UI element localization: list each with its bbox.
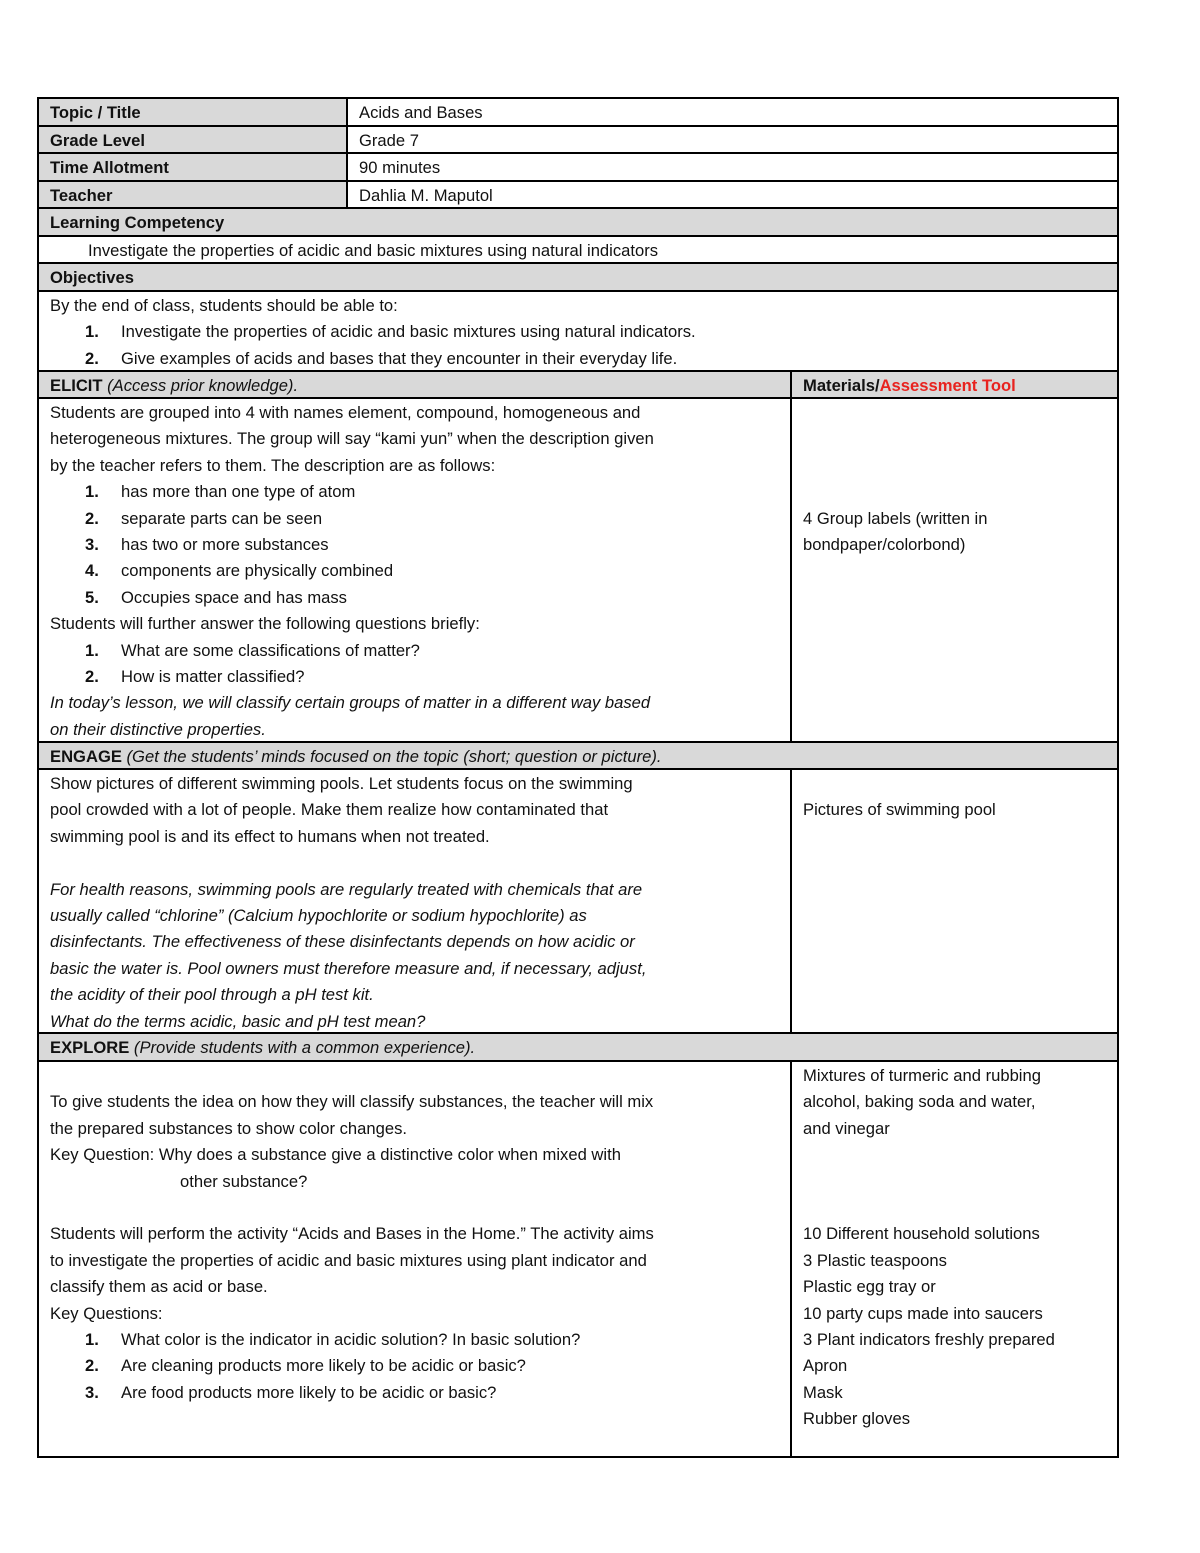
text-line: on their distinctive properties. — [50, 719, 266, 739]
list-item: 2. separate parts can be seen — [85, 508, 323, 528]
text-line: by the teacher refers to them. The description are as follows: — [50, 455, 496, 475]
objectives-body — [37, 290, 1119, 372]
material-line: Mixtures of turmeric and rubbing — [803, 1066, 1041, 1085]
value-grade — [346, 125, 1119, 154]
item-text: Are food products more likely to be acidic or basic? — [121, 1382, 497, 1402]
material-line: bondpaper/colorbond) — [803, 534, 966, 554]
competency-heading — [37, 207, 1119, 237]
materials-heading — [790, 370, 1119, 399]
elicit-body — [37, 397, 792, 743]
heading-sub: (Access prior knowledge). — [102, 376, 299, 395]
label-text: Time Allotment — [50, 158, 169, 177]
label-topic — [37, 97, 348, 127]
value-teacher — [346, 180, 1119, 209]
objectives-heading — [37, 262, 1119, 292]
elicit-heading — [37, 370, 792, 399]
objective-item: 1. Investigate the properties of acidic and basic mixtures using natural indicators. — [85, 322, 696, 342]
material-line: 10 party cups made into saucers — [803, 1303, 1043, 1323]
explore-body — [37, 1060, 792, 1458]
item-text: has more than one type of atom — [121, 482, 356, 502]
text-line: the acidity of their pool through a pH test kit. — [50, 985, 374, 1005]
list-item: 3. has two or more substances — [85, 534, 329, 554]
text-line: other substance? — [180, 1171, 308, 1191]
item-text: has two or more substances — [121, 534, 329, 554]
text-line: Students are grouped into 4 with names element, compound, homogeneous and — [50, 403, 641, 422]
value-text: Dahlia M. Maputol — [359, 186, 493, 205]
heading-title: EXPLORE — [50, 1038, 130, 1057]
item-text: Occupies space and has mass — [121, 587, 347, 607]
material-line: 3 Plastic teaspoons — [803, 1250, 947, 1270]
material-line: alcohol, baking soda and water, — [803, 1092, 1036, 1112]
item-text: Investigate the properties of acidic and basic mixtures using natural indicators. — [121, 322, 696, 342]
material-line: Apron — [803, 1356, 848, 1376]
text-line: What do the terms acidic, basic and pH test mean? — [50, 1011, 426, 1031]
list-item: 4. components are physically combined — [85, 561, 394, 581]
text-line: Show pictures of different swimming pools. Let students focus on the swimming — [50, 774, 633, 793]
list-item: 1. has more than one type of atom — [85, 482, 356, 502]
material-line: 3 Plant indicators freshly prepared — [803, 1329, 1055, 1349]
label-text: Teacher — [50, 186, 113, 205]
competency-body — [37, 235, 1119, 264]
text-line: Students will further answer the following questions briefly: — [50, 614, 480, 634]
item-text: components are physically combined — [121, 561, 394, 581]
competency-text: Investigate the properties of acidic and basic mixtures using natural indicators — [88, 241, 659, 260]
text-line: For health reasons, swimming pools are regularly treated with chemicals that are — [50, 879, 643, 899]
text-line: disinfectants. The effectiveness of these disinfectants depends on how acidic or — [50, 932, 635, 952]
material-line: 10 Different household solutions — [803, 1224, 1040, 1244]
value-text: 90 minutes — [359, 158, 441, 177]
assessment-label: Assessment Tool — [879, 376, 1016, 395]
list-item: 1. What are some classifications of matter? — [85, 640, 420, 660]
text-line: pool crowded with a lot of people. Make them realize how contaminated that — [50, 800, 609, 820]
material-line: Mask — [803, 1382, 843, 1402]
text-line: to investigate the properties of acidic and basic mixtures using plant indicator and — [50, 1250, 647, 1270]
item-text: Are cleaning products more likely to be acidic or basic? — [121, 1356, 526, 1376]
text-line: classify them as acid or base. — [50, 1277, 268, 1297]
label-teacher — [37, 180, 348, 209]
label-time — [37, 152, 348, 182]
heading-title: ENGAGE — [50, 747, 122, 766]
text-line: Key Questions: — [50, 1303, 163, 1323]
heading-text: Learning Competency — [50, 213, 225, 232]
item-text: What are some classifications of matter? — [121, 640, 420, 660]
text-line: heterogeneous mixtures. The group will say “kami yun” when the description given — [50, 429, 654, 449]
label-text: Grade Level — [50, 131, 146, 150]
materials-label: Materials/ — [803, 376, 880, 395]
material-line: 4 Group labels (written in — [803, 508, 988, 528]
list-item: 1. What color is the indicator in acidic solution? In basic solution? — [85, 1329, 581, 1349]
item-text: How is matter classified? — [121, 666, 305, 686]
value-topic — [346, 97, 1119, 127]
text-line: To give students the idea on how they will classify substances, the teacher will mix — [50, 1092, 654, 1112]
list-item: 3. Are food products more likely to be acidic or basic? — [85, 1382, 497, 1402]
material-line: Pictures of swimming pool — [803, 800, 996, 820]
material-line: and vinegar — [803, 1118, 890, 1138]
text-line: swimming pool is and its effect to humans when not treated. — [50, 826, 490, 846]
item-text: What color is the indicator in acidic solution? In basic solution? — [121, 1329, 581, 1349]
engage-body — [37, 768, 792, 1034]
item-text: separate parts can be seen — [121, 508, 323, 528]
text-line: Key Question: Why does a substance give a distinctive color when mixed with — [50, 1145, 621, 1165]
material-line: Rubber gloves — [803, 1409, 911, 1429]
heading-title: ELICIT — [50, 376, 103, 395]
heading-sub: (Provide students with a common experience). — [129, 1038, 476, 1057]
list-item: 2. How is matter classified? — [85, 666, 305, 686]
label-text: Topic / Title — [50, 103, 141, 122]
label-grade — [37, 125, 348, 154]
text-line: Students will perform the activity “Acids and Bases in the Home.” The activity aims — [50, 1224, 654, 1244]
value-time — [346, 152, 1119, 182]
item-text: Give examples of acids and bases that they encounter in their everyday life. — [121, 348, 678, 368]
text-line: the prepared substances to show color changes. — [50, 1118, 407, 1138]
list-item: 5. Occupies space and has mass — [85, 587, 347, 607]
material-line: Plastic egg tray or — [803, 1277, 936, 1297]
text-line: In today’s lesson, we will classify certain groups of matter in a different way based — [50, 693, 651, 713]
elicit-materials — [790, 397, 1119, 743]
explore-materials — [790, 1060, 1119, 1458]
engage-heading — [37, 741, 1119, 770]
objectives-intro: By the end of class, students should be able to: — [50, 296, 398, 315]
heading-sub: (Get the students’ minds focused on the topic (short; question or picture). — [121, 747, 662, 766]
value-text: Acids and Bases — [359, 103, 483, 122]
list-item: 2. Are cleaning products more likely to be acidic or basic? — [85, 1356, 526, 1376]
heading-text: Objectives — [50, 268, 134, 287]
explore-heading — [37, 1032, 1119, 1062]
text-line: basic the water is. Pool owners must therefore measure and, if necessary, adjust, — [50, 958, 647, 978]
text-line: usually called “chlorine” (Calcium hypochlorite or sodium hypochlorite) as — [50, 905, 587, 925]
value-text: Grade 7 — [359, 131, 419, 150]
objective-item: 2. Give examples of acids and bases that they encounter in their everyday life. — [85, 348, 678, 368]
engage-materials — [790, 768, 1119, 1034]
